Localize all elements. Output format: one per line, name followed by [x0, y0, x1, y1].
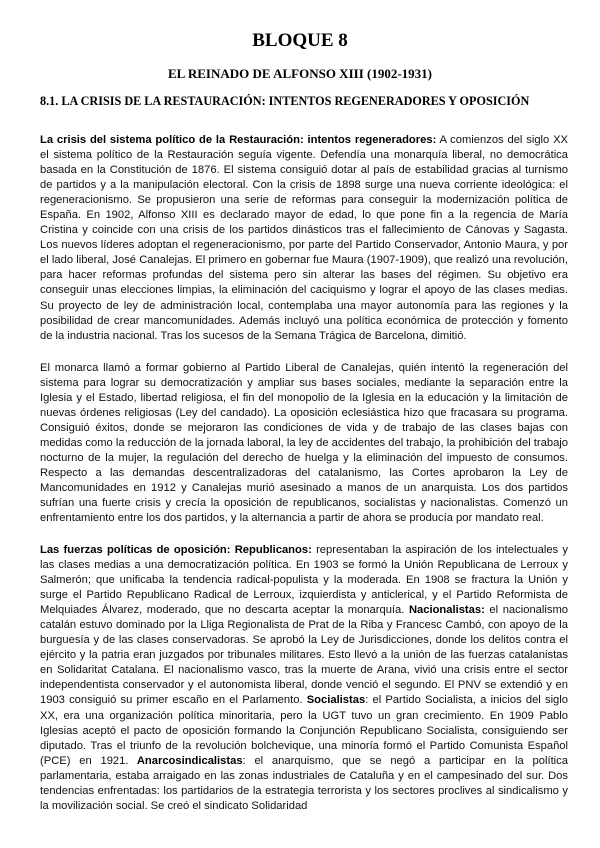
paragraph-lead: La crisis del sistema político de la Restauración: intentos regeneradores: [40, 134, 437, 146]
document-subtitle: EL REINADO DE ALFONSO XIII (1902-1931) [167, 66, 432, 81]
paragraph-crisis-sistema [40, 133, 568, 344]
section-heading: 8.1. LA CRISIS DE LA RESTAURACIÓN: INTENTOS REGENERADORES Y OPOSICIÓN [40, 94, 530, 108]
document-title: BLOQUE 8 [252, 30, 348, 51]
anarcosindicalistas-heading: Anarcosindicalistas [128, 754, 243, 767]
paragraph-text: A comienzos del siglo XX el sistema político de la Restauración seguía vigente. Defendía una monarquía liberal, no democrática basada en la Constitución de 1876. El sistema consiguió dotar al país de estabilidad gracias al turnismo de partidos y a la manipulación electoral. Con la crisis de 1898 surge una nueva corriente ideológica: el regeneracionismo. Se propusieron una serie de reformas para conseguir la modernización política de España. En 1902, Alfonso XIII es declarado mayor de edad, lo que pone fin a la regencia de María Cristina y coincide con una crisis de los partidos dinásticos tras el fallecimiento de Cánovas y Sagasta. Los nuevos líderes adoptan el regeneracionismo, por parte del Partido Conservador, Antonio Maura, y por el lado liberal, José Canalejas. El primero en gobernar fue Maura (1907-1909), que realizó una revolución, para hacer reformas profundas del sistema pero sin alterar las bases del régimen. Su objetivo era conseguir unas elecciones limpias, la eliminación del caciquismo y lograr el apoyo de las clases medias. Su proyecto de ley de administración local, contemplaba una mayor autonomía para las regiones y la posibilidad de crear mancomunidades. Además incluyó una política económica de protección y fomento de la industria nacional. Tras los sucesos de la Semana Trágica de Barcelona, dimitió. [40, 134, 568, 342]
paragraph-text: El monarca llamó a formar gobierno al Partido Liberal de Canalejas, quién intentó la regeneración del sistema para lograr su democratización y ampliar sus bases sociales, mediante la separación entre la Iglesia y el Estado, libertad religiosa, el fin del monopolio de la Iglesia en la educación y la limitación de nuevas órdenes religiosas (Ley del candado). La oposición eclesiástica hizo que fracasara su programa. Consiguió éxitos, donde se mejoraron las condiciones de vida y de trabajo de las clases bajas con medidas como la reducción de la jornada laboral, la ley de accidentes del trabajo, la prohibición del trabajo nocturno de la mujer, la regulación del derecho de huelga y la eliminación del impuesto de consumos. Respecto a las demandas descentralizadoras del catalanismo, las Cortes aprobaron la Ley de Mancomunidades en 1912 y Canalejas murió asesinado a manos de un anarquista. Los dos partidos sufrían una fuerte crisis y crecía la oposición de republicanos, socialistas y nacionalistas. Comenzó un enfrentamiento entre los dos partidos, y la alternancia a partir de ahora se producía por mandato real. [40, 362, 568, 525]
republicanos-text: representaban la aspiración de los intelectuales y las clases medias a una democratización política. En 1903 se formó la Unión Republicana de Lerroux y Salmerón; que unificaba la tendencia radical-populista y la moderada. En 1908 se fractura la Unión y surge el Partido Republicano Radical de Lerroux, izquierdista y anticlerical, y el Partido Reformista de Melquiades Álvarez, moderado, que no descarta aceptar la monarquía. [40, 544, 568, 617]
anarcosindicalistas-text: : el anarquismo, que se negó a participar en la política parlamentaria, estaba arraigado en las zonas industriales de Cataluña y en el campesinado del sur. Dos tendencias enfrentadas: los partidarios de la estrategia terrorista y los sectores proclives al sindicalismo y la movilización social. Se creó el sindicato Solidaridad [40, 754, 568, 812]
paragraph-fuerzas-oposicion [40, 543, 568, 814]
nacionalistas-text: el nacionalismo catalán estuvo dominado por la Lliga Regionalista de Prat de la Riba y Francesc Cambó, con apoyo de la burguesía y de las clases conservadoras. Se aprobó la Ley de Jurisdicciones, donde los delitos contra el ejército y la patria eran juzgados por tribunales militares. Esto llevó a la unión de las fuerzas catalanistas en Solidaritat Catalana. El nacionalismo vasco, tras la muerte de Arana, vivió una crisis entre el sector independentista conservador y el autonomista liberal, donde venció el segundo. El PNV se extendió y en 1903 consiguió su primer escaño en el Parlamento. [40, 604, 568, 707]
paragraph-canalejas [40, 361, 568, 527]
paragraph-lead: Las fuerzas políticas de oposición: Republicanos: [40, 544, 312, 556]
nacionalistas-heading: Nacionalistas: [404, 604, 485, 617]
socialistas-heading: Socialistas [302, 694, 366, 707]
socialistas-text: : el Partido Socialista, a inicios del siglo XX, era una organización política minoritaria, pero la UGT tuvo un gran crecimiento. En 1909 Pablo Iglesias aceptó el pacto de oposición formando la Conjunción Republicano Socialista, consiguiendo ser diputado. Tras el triunfo de la revolución bolchevique, una minoría formó el Partido Comunista Español (PCE) en 1921. [40, 694, 568, 767]
